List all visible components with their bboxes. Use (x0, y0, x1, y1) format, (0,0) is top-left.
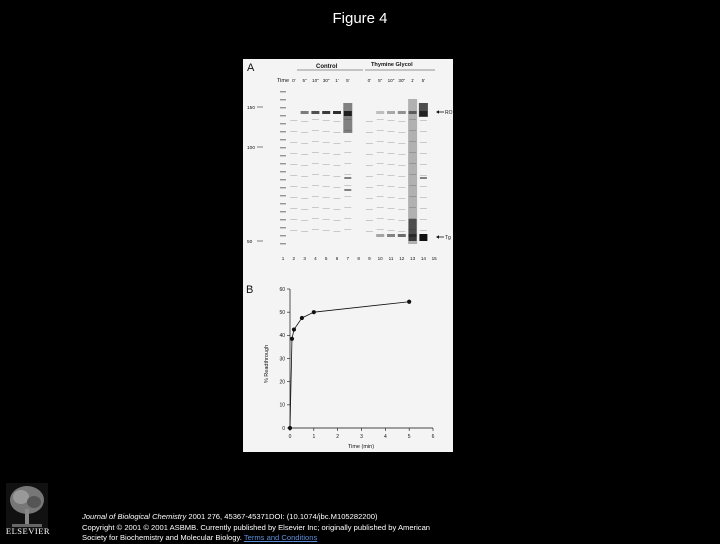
background-band (388, 131, 395, 132)
background-band (366, 165, 373, 166)
x-axis-label: Time (min) (347, 444, 375, 450)
series-line (290, 302, 409, 428)
society-line (82, 533, 712, 544)
background-band (334, 198, 341, 199)
background-band (420, 120, 427, 121)
y-tick-label: 30 (279, 356, 285, 363)
mid-band (344, 189, 351, 191)
background-band (388, 197, 395, 198)
tg-band (387, 234, 395, 237)
x-tick-label: 2 (336, 434, 340, 440)
background-band (323, 120, 330, 121)
background-band (301, 121, 308, 122)
ladder-band (280, 227, 286, 228)
lane-number: 5 (324, 256, 328, 261)
background-band (312, 185, 319, 186)
y-tick-label: 10 (279, 402, 285, 409)
background-band (312, 218, 319, 219)
tg-band (419, 234, 427, 241)
background-band (366, 220, 373, 221)
ladder-band (280, 171, 286, 172)
background-band (323, 131, 330, 132)
background-band (334, 143, 341, 144)
background-band (344, 196, 351, 197)
time-point-label: 0' (292, 78, 296, 83)
ladder-band (280, 91, 286, 92)
background-band (420, 175, 427, 176)
background-band (377, 174, 384, 175)
tg-band (376, 234, 384, 237)
lane-number: 10 (377, 256, 383, 261)
background-band (388, 164, 395, 165)
background-band (301, 154, 308, 155)
background-band (366, 231, 373, 232)
background-band (420, 208, 427, 209)
background-band (366, 198, 373, 199)
background-band (420, 142, 427, 143)
background-band (420, 197, 427, 198)
background-band (377, 185, 384, 186)
background-band (377, 229, 384, 230)
time-point-label: 30" (322, 78, 330, 83)
background-band (290, 186, 297, 187)
data-point (312, 310, 316, 314)
background-band (290, 197, 297, 198)
background-band (334, 220, 341, 221)
footer-citation (82, 512, 712, 544)
ladder-band (280, 131, 286, 132)
time-point-label: 1' (335, 78, 339, 83)
background-band (323, 153, 330, 154)
background-band (334, 165, 341, 166)
background-band (334, 209, 341, 210)
background-band (312, 130, 319, 131)
background-band (301, 220, 308, 221)
citation-line (82, 512, 712, 523)
readthrough-plot (243, 281, 453, 452)
background-band (323, 164, 330, 165)
background-band (301, 132, 308, 133)
background-band (344, 207, 351, 208)
x-tick-label: 5 (407, 434, 411, 440)
band-label: RO (445, 110, 453, 116)
background-band (290, 164, 297, 165)
background-band (420, 186, 427, 187)
background-band (344, 152, 351, 153)
background-band (290, 230, 297, 231)
background-band (398, 176, 405, 177)
band-arrowhead (436, 235, 439, 239)
time-point-label: 5" (302, 78, 307, 83)
data-point (292, 327, 296, 331)
lane-number: 6 (335, 256, 339, 261)
figure-panel (243, 59, 453, 452)
ladder-band (280, 219, 286, 220)
time-point-label: 5' (346, 78, 350, 83)
lane-number: 4 (314, 256, 317, 261)
background-band (290, 131, 297, 132)
background-band (334, 176, 341, 177)
group-label-control: Control (316, 64, 338, 70)
background-band (301, 176, 308, 177)
background-band (398, 143, 405, 144)
background-band (420, 230, 427, 231)
time-point-label: 10" (312, 78, 319, 83)
background-band (388, 186, 395, 187)
gel-panel-label: A (247, 62, 255, 74)
background-band (323, 197, 330, 198)
background-band (290, 142, 297, 143)
background-band (323, 186, 330, 187)
band-label: Tg (445, 235, 451, 241)
data-point (407, 300, 411, 304)
lane-number: 3 (303, 256, 306, 261)
background-band (388, 120, 395, 121)
background-band (334, 231, 341, 232)
lane-smear (343, 103, 352, 133)
ro-band (311, 111, 319, 114)
time-point-label: 5" (378, 78, 383, 83)
terms-link[interactable]: Terms and Conditions (243, 533, 318, 542)
mid-band (420, 177, 427, 179)
ladder-band (280, 115, 286, 116)
background-band (312, 119, 319, 120)
slide-title: Figure 4 (332, 10, 388, 27)
background-band (398, 231, 405, 232)
time-point-label: 10" (387, 78, 395, 83)
background-band (420, 164, 427, 165)
lane-number: 8 (357, 256, 360, 261)
time-point-label: 30" (398, 78, 406, 83)
background-band (388, 142, 395, 143)
background-band (344, 163, 351, 164)
background-band (334, 132, 341, 133)
background-band (366, 209, 373, 210)
background-band (312, 207, 319, 208)
ro-band (322, 111, 330, 114)
background-band (366, 121, 373, 122)
background-band (312, 163, 319, 164)
ladder-band (280, 235, 286, 236)
background-band (312, 196, 319, 197)
y-tick-label: 40 (279, 333, 285, 340)
background-band (420, 153, 427, 154)
background-band (398, 132, 405, 133)
background-band (377, 163, 384, 164)
background-band (301, 143, 308, 144)
society-text: Society for Biochemistry and Molecular Biology. (82, 533, 242, 542)
background-band (290, 208, 297, 209)
background-band (377, 196, 384, 197)
background-band (344, 174, 351, 175)
lane-number: 1 (281, 256, 285, 261)
ladder-band (280, 99, 286, 100)
lane-number: 11 (388, 256, 394, 261)
ro-band (301, 111, 309, 114)
background-band (334, 154, 341, 155)
ladder-band (280, 123, 286, 124)
x-tick-label: 3 (360, 434, 363, 440)
lane-number: 15 (431, 256, 437, 261)
background-band (398, 220, 405, 221)
ro-band (333, 111, 341, 114)
size-marker-label: 100 (247, 146, 256, 151)
background-band (377, 119, 384, 120)
background-band (398, 121, 405, 122)
background-band (366, 176, 373, 177)
background-band (323, 142, 330, 143)
lane-number: 2 (292, 256, 296, 261)
lane-number: 9 (368, 256, 371, 261)
background-band (323, 208, 330, 209)
background-band (344, 185, 351, 186)
ladder-band (280, 179, 286, 180)
background-band (323, 230, 330, 231)
background-band (323, 175, 330, 176)
background-band (344, 141, 351, 142)
background-band (388, 175, 395, 176)
background-band (301, 198, 308, 199)
size-marker-label: 50 (247, 240, 253, 245)
plot-panel-label: B (246, 284, 254, 296)
background-band (398, 154, 405, 155)
citation-text: 2001 276, 45367-45371DOI: (10.1074/jbc.M105282200) (186, 512, 378, 521)
data-point (300, 316, 304, 320)
time-point-label: 0' (367, 78, 372, 83)
ladder-band (280, 211, 286, 212)
copyright-line: Copyright © 2001 © 2001 ASBMB. Currently published by Elsevier Inc; originally published by American (82, 522, 431, 532)
background-band (344, 218, 351, 219)
background-band (366, 154, 373, 155)
ladder-band (280, 195, 286, 196)
background-band (388, 219, 395, 220)
y-tick-label: 50 (279, 309, 285, 316)
background-band (290, 175, 297, 176)
lane-number: 13 (410, 256, 416, 261)
background-band (290, 153, 297, 154)
ladder-band (280, 187, 286, 188)
ladder-band (280, 155, 286, 156)
time-point-label: 5' (421, 78, 426, 83)
lane-number: 7 (346, 256, 350, 261)
background-band (301, 187, 308, 188)
background-band (420, 131, 427, 132)
background-band (312, 152, 319, 153)
background-band (377, 207, 384, 208)
y-tick-label: 60 (279, 286, 285, 293)
background-band (377, 218, 384, 219)
background-band (301, 165, 308, 166)
ro-band (376, 111, 384, 114)
mid-band (344, 177, 351, 179)
x-tick-label: 4 (383, 434, 387, 440)
background-band (312, 141, 319, 142)
background-band (344, 229, 351, 230)
background-band (388, 230, 395, 231)
background-band (334, 187, 341, 188)
tg-band (398, 234, 406, 237)
x-tick-label: 6 (431, 434, 435, 440)
tg-smear (409, 219, 417, 237)
background-band (398, 187, 405, 188)
background-band (334, 121, 341, 122)
background-band (420, 219, 427, 220)
background-band (377, 152, 384, 153)
journal-name: Journal of Biological Chemistry (82, 512, 187, 521)
background-band (398, 198, 405, 199)
y-tick-label: 20 (279, 379, 285, 386)
x-tick-label: 0 (288, 434, 292, 440)
elsevier-logo-text: ELSEVIER (5, 526, 51, 536)
y-axis-label: % Readthrough (264, 344, 270, 384)
background-band (312, 229, 319, 230)
background-band (388, 208, 395, 209)
gel-panel (243, 59, 453, 269)
ladder-band (280, 203, 286, 204)
background-band (290, 120, 297, 121)
background-band (366, 143, 373, 144)
background-band (398, 165, 405, 166)
time-point-label: 1' (410, 78, 415, 83)
lane-smear (419, 103, 428, 117)
ladder-band (280, 107, 286, 108)
background-band (388, 153, 395, 154)
band-arrowhead (436, 110, 439, 114)
group-label-thymine-glycol: Thymine Glycol (371, 62, 413, 68)
background-band (312, 174, 319, 175)
y-tick-label: 0 (282, 425, 285, 432)
background-band (366, 187, 373, 188)
time-label: Time (277, 78, 290, 84)
ladder-band (280, 139, 286, 140)
ro-band (398, 111, 406, 114)
background-band (398, 209, 405, 210)
background-band (301, 209, 308, 210)
x-tick-label: 1 (312, 434, 316, 440)
data-point (290, 337, 294, 341)
background-band (323, 219, 330, 220)
ladder-band (280, 163, 286, 164)
background-band (301, 231, 308, 232)
ladder-band (280, 243, 286, 244)
background-band (290, 219, 297, 220)
lane-number: 12 (399, 256, 405, 261)
data-point (288, 426, 292, 430)
ro-band (387, 111, 395, 114)
ladder-band (280, 147, 286, 148)
background-band (366, 132, 373, 133)
size-marker-label: 150 (247, 106, 256, 111)
background-band (377, 130, 384, 131)
lane-number: 14 (420, 256, 426, 261)
background-band (377, 141, 384, 142)
